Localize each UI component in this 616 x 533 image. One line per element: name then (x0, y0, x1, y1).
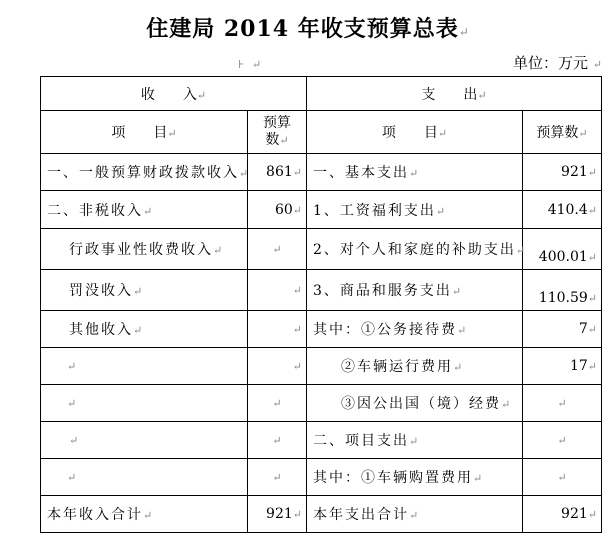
paragraph-mark-icon: ↵ (252, 58, 262, 71)
income-value-cell-text: 921 (266, 506, 293, 522)
expense-item-cell (307, 154, 523, 191)
expense-value-cell-text: 17 (569, 358, 588, 374)
income-item-cell-text: 罚没收入 (69, 283, 133, 299)
income-item-cell (41, 154, 251, 191)
expense-value-cell (523, 385, 602, 422)
cell-mark-icon: ↵ (196, 88, 207, 102)
expense-item-cell (307, 348, 523, 385)
cell-mark-icon: ↵ (557, 471, 567, 484)
income-item-cell (41, 422, 248, 459)
cell-mark-icon: ↵ (167, 127, 177, 140)
income-value-cell (248, 348, 307, 385)
table-header-row (41, 77, 602, 111)
paragraph-mark-icon: ↵ (458, 25, 470, 39)
expense-item-header (307, 111, 523, 154)
cell-mark-icon: ↵ (473, 472, 485, 485)
income-value-cell (248, 496, 307, 533)
cell-mark-icon: ↵ (143, 509, 155, 522)
expense-item-cell-text: 1、工资福利支出 (313, 202, 436, 219)
income-value-cell (248, 270, 307, 311)
unit-line (0, 48, 616, 76)
expense-value-cell-text: 7 (578, 321, 588, 337)
expense-item-cell-text: 二、项目支出 (313, 433, 409, 449)
expense-item-cell-text: 一、基本支出 (313, 165, 409, 181)
cell-mark-icon: ↵ (501, 398, 513, 411)
expense-value-cell (523, 191, 602, 229)
income-item-cell (41, 348, 248, 385)
table-row (41, 496, 602, 533)
cell-mark-icon: ↵ (437, 127, 448, 140)
cell-mark-icon: ↵ (292, 203, 302, 217)
expense-value-cell (523, 270, 602, 311)
cell-mark-icon: ↵ (409, 435, 421, 448)
cell-mark-icon: ↵ (451, 285, 464, 298)
expense-budget-header-label: 预算数 (536, 125, 579, 141)
expense-budget-header (523, 111, 602, 154)
income-value-cell (248, 311, 307, 348)
cell-mark-icon: ↵ (587, 166, 597, 179)
expense-item-cell (307, 270, 523, 311)
expense-value-cell-text: 410.4 (547, 201, 588, 218)
income-item-cell-text: 其他收入 (69, 322, 133, 338)
income-value-cell (248, 422, 307, 459)
cell-mark-icon: ↵ (272, 397, 282, 410)
expense-value-cell (523, 496, 602, 533)
expense-value-cell (523, 459, 602, 496)
expense-header-label: 支 出 (421, 86, 478, 103)
cell-mark-icon: ↵ (272, 434, 282, 447)
income-item-cell (41, 311, 248, 348)
income-value-cell (248, 154, 307, 191)
cell-mark-icon: ↵ (272, 243, 282, 256)
cell-mark-icon: ↵ (435, 204, 448, 218)
cell-mark-icon: ↵ (557, 397, 567, 410)
expense-item-cell-text: 其中：①公务接待费 (313, 322, 457, 338)
cell-mark-icon: ↵ (557, 434, 567, 447)
expense-item-cell (307, 311, 523, 348)
expense-value-cell (523, 422, 602, 459)
expense-value-cell-text: 921 (561, 164, 588, 180)
expense-item-cell (307, 385, 523, 422)
cell-mark-icon: ↵ (578, 127, 588, 140)
income-item-cell (41, 191, 248, 229)
cell-mark-icon: ↵ (477, 88, 487, 102)
income-header (41, 77, 307, 111)
income-budget-header (248, 111, 307, 154)
expense-item-cell-text: 本年支出合计 (313, 507, 409, 523)
cell-mark-icon: ↵ (292, 284, 302, 297)
cell-mark-icon: ↵ (587, 203, 597, 217)
expense-item-cell-text: 3、商品和服务支出 (313, 283, 452, 299)
cell-mark-icon: ↵ (292, 323, 302, 336)
expense-item-cell (307, 191, 523, 229)
cell-mark-icon: ↵ (67, 471, 79, 484)
income-item-cell (41, 229, 248, 270)
income-item-cell-text: 本年收入合计 (47, 507, 143, 523)
cell-mark-icon: ↵ (409, 509, 421, 522)
income-item-cell (41, 270, 248, 311)
table-row (41, 270, 602, 311)
table-row (41, 311, 602, 348)
expense-value-cell-text: 110.59 (538, 290, 588, 306)
expense-value-cell (523, 229, 602, 270)
cell-mark-icon: ↵ (587, 323, 597, 336)
paragraph-mark-icon: ↵ (592, 58, 602, 71)
cell-mark-icon: ↵ (587, 508, 597, 521)
table-row (41, 348, 602, 385)
income-item-cell (41, 385, 248, 422)
expense-item-cell (307, 422, 523, 459)
expense-value-cell (523, 154, 602, 191)
cell-mark-icon: ↵ (515, 244, 528, 257)
cell-mark-icon: ↵ (587, 251, 597, 264)
expense-value-cell-text: 400.01 (538, 249, 588, 265)
cell-mark-icon: ↵ (457, 324, 469, 337)
expense-value-cell (523, 311, 602, 348)
budget-table (40, 76, 602, 533)
paragraph-mark-icon: ⊦ (238, 58, 245, 71)
cell-mark-icon: ↵ (292, 360, 302, 373)
cell-mark-icon: ↵ (133, 285, 145, 298)
income-value-cell (248, 385, 307, 422)
income-item-cell-text: 行政事业性收费收入 (69, 242, 213, 258)
expense-item-header-label: 项 目 (381, 125, 438, 141)
cell-mark-icon: ↵ (279, 134, 289, 147)
cell-mark-icon: ↵ (453, 361, 465, 374)
table-row (41, 385, 602, 422)
expense-header (307, 77, 602, 111)
expense-value-cell (523, 348, 602, 385)
page-title (0, 12, 616, 43)
income-value-cell (248, 229, 307, 270)
income-item-cell-text: 一、一般预算财政拨款收入 (47, 165, 239, 181)
expense-item-cell (307, 229, 528, 270)
table-subheader-row (41, 111, 602, 154)
income-item-header (41, 111, 248, 154)
expense-value-cell-text: 921 (561, 506, 588, 522)
cell-mark-icon: ↵ (67, 397, 79, 410)
expense-item-cell-text: 其中：①车辆购置费用 (313, 470, 473, 486)
cell-mark-icon: ↵ (133, 324, 145, 337)
income-value-cell-text: 861 (266, 164, 293, 180)
cell-mark-icon: ↵ (69, 434, 81, 447)
cell-mark-icon: ↵ (213, 244, 225, 257)
unit-label: 单位：万元 (512, 54, 588, 72)
table-row (41, 154, 602, 191)
income-value-cell (248, 459, 307, 496)
income-item-cell (41, 459, 248, 496)
table-row (41, 422, 602, 459)
table-row (41, 459, 602, 496)
income-value-cell-text: 60 (274, 201, 293, 218)
expense-item-cell-text: ②车辆运行费用 (341, 359, 453, 375)
cell-mark-icon: ↵ (143, 204, 155, 218)
cell-mark-icon: ↵ (272, 471, 282, 484)
income-item-header-label: 项 目 (111, 125, 168, 141)
income-value-cell (248, 191, 307, 229)
expense-item-cell (307, 459, 523, 496)
expense-item-cell (307, 496, 523, 533)
expense-item-cell-text: 2、对个人和家庭的补助支出 (313, 242, 516, 258)
title-text: 住建局 2014 年收支预算总表 (146, 16, 459, 42)
income-budget-header-label: 预算数 (263, 115, 291, 148)
cell-mark-icon: ↵ (67, 360, 79, 373)
table-row (41, 191, 602, 229)
cell-mark-icon: ↵ (292, 508, 302, 521)
cell-mark-icon: ↵ (587, 360, 597, 373)
cell-mark-icon: ↵ (409, 167, 421, 180)
cell-mark-icon: ↵ (292, 166, 302, 179)
cell-mark-icon: ↵ (239, 167, 251, 180)
expense-item-cell-text: ③因公出国（境）经费 (341, 396, 501, 412)
income-item-cell-text: 二、非税收入 (47, 202, 143, 219)
table-row (41, 229, 602, 270)
income-item-cell (41, 496, 248, 533)
income-header-label: 收 入 (140, 86, 197, 103)
cell-mark-icon: ↵ (587, 292, 597, 305)
